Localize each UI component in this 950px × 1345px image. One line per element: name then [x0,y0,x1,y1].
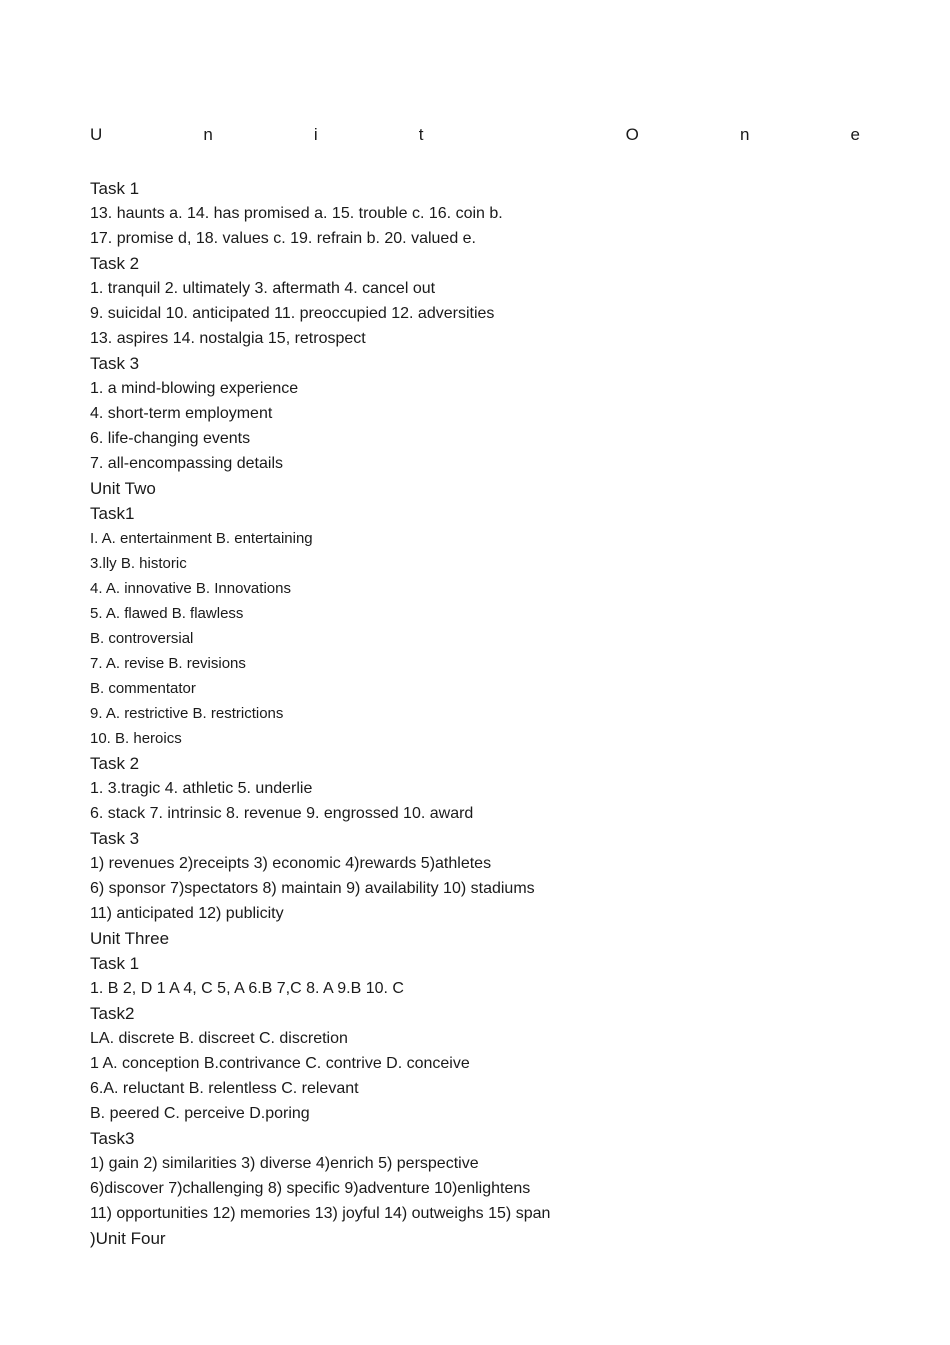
section-heading: Task 3 [90,354,140,373]
answer-line: 1. a mind-blowing experience [90,380,299,397]
section-heading: )Unit Four [90,1229,166,1248]
title-letter: n [739,125,750,144]
title-letter: U [90,125,103,144]
answer-line: 4. A. innovative B. Innovations [90,580,291,597]
answer-line: 11) opportunities 12) memories 13) joyful 14) outweighs 15) span [90,1205,551,1222]
section-heading: Task 1 [90,179,140,198]
answer-line: 7. all-encompassing details [90,455,283,472]
answer-line: 1. tranquil 2. ultimately 3. aftermath 4. cancel out [90,280,436,297]
answer-line: 6) sponsor 7)spectators 8) maintain 9) availability 10) stadiums [90,880,535,897]
document-page [90,122,880,1251]
answer-line: 9. suicidal 10. anticipated 11. preoccupied 12. adversities [90,305,495,322]
answer-line: 1. B 2, D 1 A 4, C 5, A 6.B 7,C 8. A 9.B 10. C [90,980,404,997]
section-heading: Task 1 [90,954,140,973]
section-heading: Unit Three [90,929,170,948]
title-letter: n [203,125,213,144]
answer-line: I. A. entertainment B. entertaining [90,530,313,547]
answer-line: 1) gain 2) similarities 3) diverse 4)enrich 5) perspective [90,1155,479,1172]
answer-line: B. commentator [90,680,196,697]
answer-line: 4. short-term employment [90,405,273,422]
answer-line: 6.A. reluctant B. relentless C. relevant [90,1080,359,1097]
section-heading: Task 3 [90,829,140,848]
answer-line: 13. haunts a. 14. has promised a. 15. trouble c. 16. coin b. [90,205,503,222]
answer-line: B. peered C. perceive D.poring [90,1105,310,1122]
section-heading: Task 2 [90,754,140,773]
answer-lines [90,176,880,1251]
section-heading: Task 2 [90,254,140,273]
answer-line: 6)discover 7)challenging 8) specific 9)adventure 10)enlightens [90,1180,531,1197]
answer-line: B. controversial [90,630,194,647]
section-heading: Task3 [90,1129,135,1148]
answer-line: 7. A. revise B. revisions [90,655,246,672]
title-letter: e [850,125,860,144]
answer-line: 6. life-changing events [90,430,251,447]
answer-line: 6. stack 7. intrinsic 8. revenue 9. engrossed 10. award [90,805,474,822]
section-heading: Task2 [90,1004,135,1023]
answer-line: 11) anticipated 12) publicity [90,905,284,922]
answer-line: 13. aspires 14. nostalgia 15, retrospect [90,330,366,347]
answer-line: 1 A. conception B.contrivance C. contrive D. conceive [90,1055,470,1072]
answer-line: 3.lly B. historic [90,555,187,572]
section-heading: Unit Two [90,479,156,498]
answer-line: 10. B. heroics [90,730,182,747]
title-letter: O [625,125,639,144]
answer-line: 1) revenues 2)receipts 3) economic 4)rewards 5)athletes [90,855,492,872]
answer-line: 17. promise d, 18. values c. 19. refrain b. 20. valued e. [90,230,476,247]
title-letter: i [313,125,318,144]
section-heading: Task1 [90,504,135,523]
answer-line: 5. A. flawed B. flawless [90,605,244,622]
title-letter: t [418,125,424,144]
answer-line: LA. discrete B. discreet C. discretion [90,1030,348,1047]
answer-line: 1. 3.tragic 4. athletic 5. underlie [90,780,313,797]
answer-line: 9. A. restrictive B. restrictions [90,705,284,722]
unit-one-title [90,122,860,148]
